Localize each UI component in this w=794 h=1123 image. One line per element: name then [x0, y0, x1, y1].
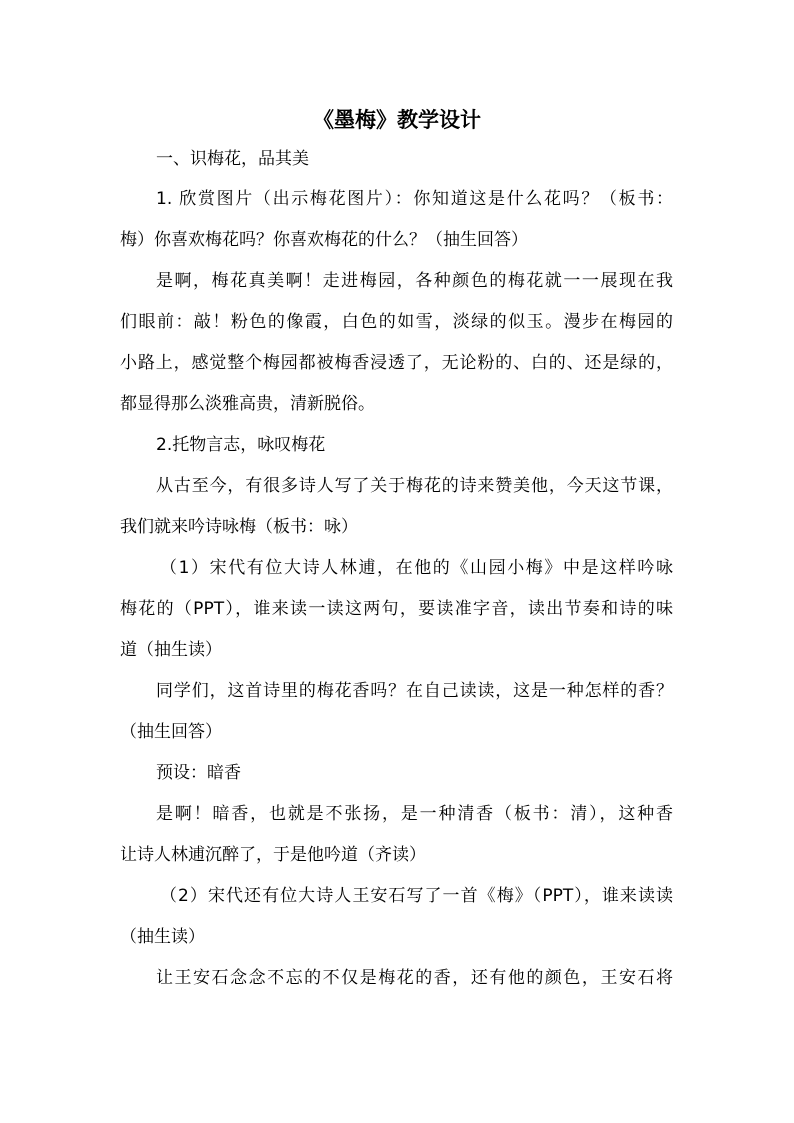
paragraph-line: 道（抽生读）	[120, 640, 222, 660]
paragraph-line: 是啊，梅花真美啊！走进梅园，各种颜色的梅花就一一展现在我	[156, 271, 673, 291]
paragraph-line: 我们就来吟诗咏梅（板书：咏）	[120, 517, 358, 537]
paragraph-line: 让诗人林逋沉醉了，于是他吟道（齐读）	[120, 845, 426, 865]
paragraph-line: （抽生回答）	[120, 722, 222, 742]
paragraph-line: 梅）你喜欢梅花吗？你喜欢梅花的什么？（抽生回答）	[120, 230, 528, 250]
paragraph-line: 们眼前：敲！粉色的像霞，白色的如雪，淡绿的似玉。漫步在梅园的	[120, 312, 673, 332]
paragraph-line: （1）宋代有位大诗人林逋，在他的《山园小梅》中是这样吟咏	[160, 558, 673, 578]
paragraph-line: 让王安石念念不忘的不仅是梅花的香，还有他的颜色，王安石将	[156, 968, 673, 988]
paragraph-line: 是啊！暗香，也就是不张扬，是一种清香（板书：清），这种香	[156, 804, 673, 824]
paragraph-line: 小路上，感觉整个梅园都被梅香浸透了，无论粉的、白的、还是绿的，	[120, 353, 673, 373]
section-heading: 2.托物言志，咏叹梅花	[156, 435, 326, 455]
paragraph-line: 1. 欣赏图片（出示梅花图片）：你知道这是什么花吗？（板书：	[156, 189, 673, 209]
paragraph-line: 从古至今，有很多诗人写了关于梅花的诗来赞美他，今天这节课，	[156, 476, 673, 496]
paragraph-line: 预设：暗香	[156, 763, 241, 783]
paragraph-line: 都显得那么淡雅高贵，清新脱俗。	[120, 394, 375, 414]
paragraph-line: （抽生读）	[120, 927, 205, 947]
paragraph-line: 梅花的（PPT），谁来读一读这两句，要读准字音，读出节奏和诗的味	[120, 599, 673, 619]
section-heading: 一、识梅花，品其美	[156, 149, 309, 169]
paragraph-line: （2）宋代还有位大诗人王安石写了一首《梅》（PPT），谁来读读	[160, 886, 673, 906]
document-title: 《墨梅》教学设计	[313, 108, 481, 132]
paragraph-line: 同学们，这首诗里的梅花香吗？在自己读读，这是一种怎样的香？	[156, 681, 673, 701]
